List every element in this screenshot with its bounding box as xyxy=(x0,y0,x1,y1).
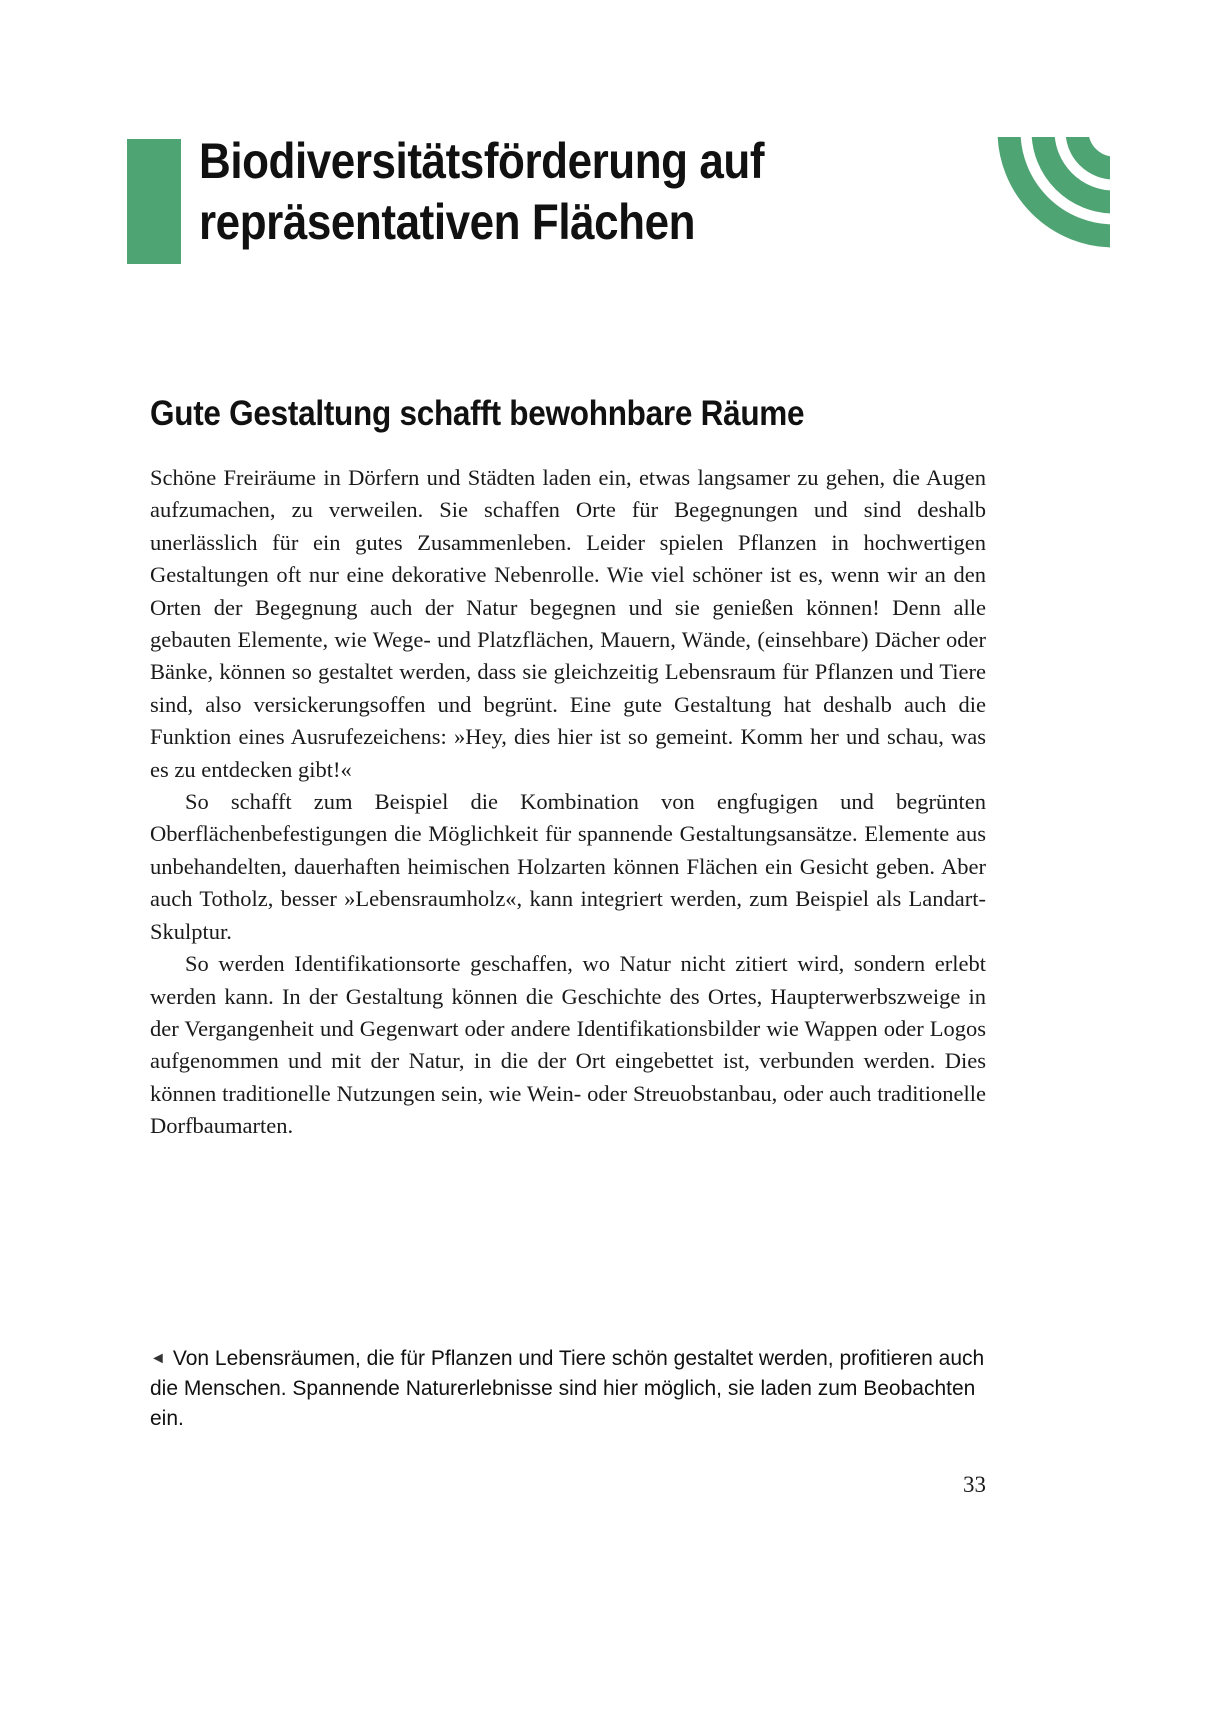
paragraph-3: So werden Identifikationsorte geschaffen, wo Natur nicht zitiert wird, sondern erlebt werden kann. In der Gestaltung können die Geschichte des Ortes, Haupterwerbszweige in der Vergangenheit und Gegenwart oder andere Identifikationsbilder wie Wappen oder Logos aufgenommen und mit der Natur, in die der Ort eingebettet ist, verbunden werden. Dies können traditionelle Nutzungen sein, wie Wein- oder Streuobstanbau, oder auch traditionelle Dorfbaumarten. xyxy=(150,951,986,1139)
paragraph-1: Schöne Freiräume in Dörfern und Städten laden ein, etwas langsamer zu gehen, die Augen aufzumachen, zu verweilen. Sie schaffen Orte für Begegnungen und sind deshalb unerlässlich für ein gutes Zusammenleben. Leider spielen Pflanzen in hochwertigen Gestaltungen oft nur eine dekorative Nebenrolle. Wie viel schöner ist es, wenn wir an den Orten der Begegnung auch der Natur begegnen und sie genießen können! Denn alle gebauten Elemente, wie Wege- und Platzflächen, Mauern, Wände, (einsehbare) Dächer oder Bänke, können so gestaltet werden, dass sie gleichzeitig Lebensraum für Pflanzen und Tiere sind, also versickerungsoffen und begrünt. Eine gute Gestaltung hat deshalb auch die Funktion eines Ausrufezeichens: »Hey, dies hier ist so gemeint. Komm her und schau, was es zu entdecken gibt!« xyxy=(150,465,986,782)
body-text xyxy=(150,462,986,1143)
page-number: 33 xyxy=(963,1472,986,1497)
chapter-title-line2: repräsentativen Flächen xyxy=(199,194,696,250)
paragraph-2: So schafft zum Beispiel die Kombination von engfugigen und begrünten Oberflächenbefestigungen die Möglichkeit für spannende Gestaltungsansätze. Elemente aus unbehandelten, dauerhaften heimischen Holzarten können Flächen ein Gesicht geben. Aber auch Totholz, besser »Lebensraumholz«, kann integriert werden, zum Beispiel als Landart-Skulptur. xyxy=(150,789,986,944)
image-caption xyxy=(150,1344,986,1434)
concentric-arcs-logo-icon xyxy=(980,137,1110,265)
chapter-title-line1: Biodiversitätsförderung auf xyxy=(199,133,765,189)
caption-arrow-icon: ◄ xyxy=(150,1350,166,1367)
chapter-title xyxy=(199,131,764,253)
section-heading: Gute Gestaltung schafft bewohnbare Räume xyxy=(150,394,805,433)
caption-text: Von Lebensräumen, die für Pflanzen und Tiere schön gestaltet werden, profitieren auch die Menschen. Spannende Naturerlebnisse sind hier möglich, sie laden zum Beobachten ein. xyxy=(150,1347,985,1430)
chapter-color-block xyxy=(127,139,181,264)
